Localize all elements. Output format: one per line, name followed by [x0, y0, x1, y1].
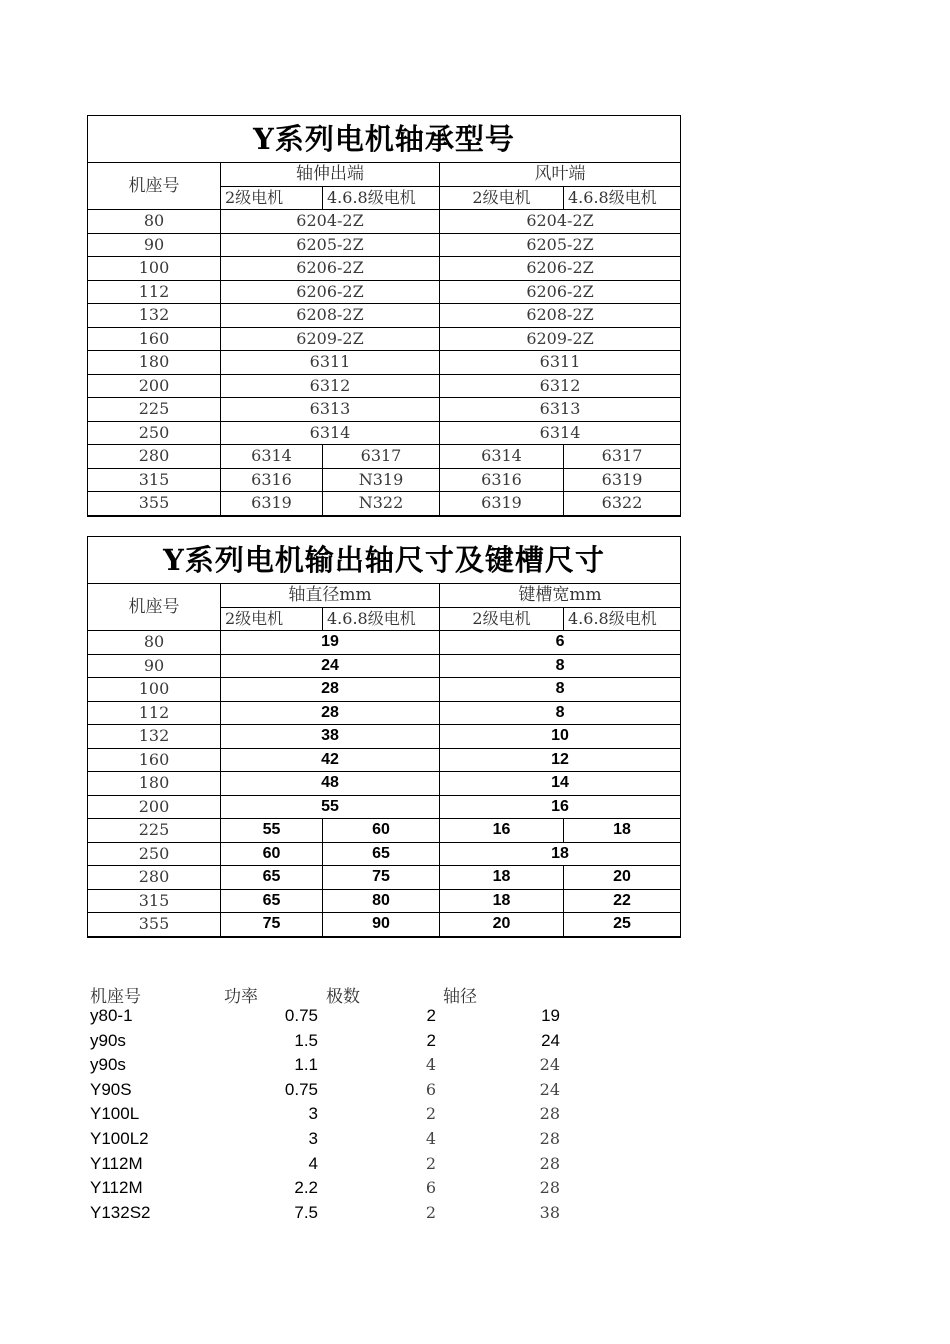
- shaft-diameter-2pole: 75: [221, 913, 323, 937]
- table-row: [88, 866, 681, 890]
- sub-468pole: 4.6.8级电机: [564, 186, 681, 210]
- shaft-end-bearing-468pole: N319: [323, 468, 440, 492]
- keyway-width-468pole: 25: [564, 913, 681, 937]
- shaft-diameter-468pole: 60: [323, 819, 440, 843]
- keyway-width-468pole: 22: [564, 889, 681, 913]
- poles-cell: 2: [425, 1104, 436, 1124]
- shaft-diameter-468pole: 80: [323, 889, 440, 913]
- sub-468pole: 4.6.8级电机: [323, 607, 440, 631]
- list-item: [90, 1031, 610, 1056]
- keyway-width-468pole: 20: [564, 866, 681, 890]
- poles-cell: 4: [425, 1055, 436, 1075]
- shaft-end-bearing-2pole: 6314: [221, 445, 323, 469]
- fan-end-bearing: 6208-2Z: [440, 304, 681, 328]
- table-row: [88, 398, 681, 422]
- model-cell: Y132S2: [90, 1202, 151, 1222]
- shaft-diameter: 42: [221, 748, 440, 772]
- list-header-power: 功率: [224, 987, 258, 1007]
- frame-cell: 355: [88, 913, 221, 937]
- shaft-diameter-468pole: 90: [323, 913, 440, 937]
- frame-cell: 100: [88, 678, 221, 702]
- table-row: [88, 351, 681, 375]
- fan-end-header: 风叶端: [440, 163, 681, 187]
- frame-cell: 132: [88, 725, 221, 749]
- keyway-width: 8: [440, 654, 681, 678]
- table-row: [88, 421, 681, 445]
- model-cell: Y100L2: [90, 1128, 149, 1148]
- shaft-end-bearing: 6314: [221, 421, 440, 445]
- model-cell: Y112M: [90, 1153, 143, 1173]
- poles-cell: 2: [426, 1006, 436, 1025]
- frame-cell: 132: [88, 304, 221, 328]
- sub-2pole: 2级电机: [221, 607, 323, 631]
- frame-cell: 112: [88, 701, 221, 725]
- frame-cell: 90: [88, 233, 221, 257]
- list-header: [90, 982, 610, 1006]
- table-row: [88, 678, 681, 702]
- power-cell: 3: [308, 1104, 318, 1124]
- shaft-table-title: Y系列电机输出轴尺寸及键槽尺寸: [88, 537, 681, 584]
- list-item: [90, 1129, 610, 1154]
- frame-cell: 225: [88, 819, 221, 843]
- keyway-width-2pole: 16: [440, 819, 564, 843]
- shaft-diameter-header: 轴直径mm: [221, 584, 440, 608]
- shaft-diameter: 28: [221, 701, 440, 725]
- table-row: [88, 492, 681, 516]
- fan-end-bearing-468pole: 6319: [564, 468, 681, 492]
- shaft-diameter-2pole: 65: [221, 866, 323, 890]
- shaft-end-bearing-2pole: 6316: [221, 468, 323, 492]
- shaft-diameter-2pole: 60: [221, 842, 323, 866]
- frame-cell: 355: [88, 492, 221, 516]
- fan-end-bearing: 6206-2Z: [440, 257, 681, 281]
- shaft-keyway-table: [87, 536, 681, 938]
- table-row: [88, 233, 681, 257]
- shaft-cell: 28: [539, 1153, 560, 1173]
- keyway-width-468pole: 18: [564, 819, 681, 843]
- shaft-end-bearing: 6209-2Z: [221, 327, 440, 351]
- frame-cell: 200: [88, 374, 221, 398]
- table-row: [88, 889, 681, 913]
- poles-cell: 6: [425, 1079, 436, 1099]
- power-cell: 4: [308, 1153, 318, 1173]
- frame-cell: 160: [88, 748, 221, 772]
- table-row: [88, 280, 681, 304]
- table-row: [88, 445, 681, 469]
- frame-cell: 80: [88, 210, 221, 234]
- table-row: [88, 819, 681, 843]
- shaft-end-bearing-468pole: 6317: [323, 445, 440, 469]
- keyway-width-2pole: 18: [440, 889, 564, 913]
- shaft-cell: 28: [539, 1178, 560, 1198]
- model-cell: y80-1: [90, 1006, 133, 1025]
- shaft-end-bearing-2pole: 6319: [221, 492, 323, 516]
- sub-2pole: 2级电机: [440, 186, 564, 210]
- frame-cell: 180: [88, 351, 221, 375]
- shaft-diameter-468pole: 65: [323, 842, 440, 866]
- frame-cell: 250: [88, 842, 221, 866]
- keyway-width: 8: [440, 678, 681, 702]
- list-item: [90, 1203, 610, 1228]
- keyway-width: 10: [440, 725, 681, 749]
- frame-header: 机座号: [88, 163, 221, 210]
- fan-end-bearing-2pole: 6319: [440, 492, 564, 516]
- fan-end-bearing: 6312: [440, 374, 681, 398]
- fan-end-bearing-468pole: 6317: [564, 445, 681, 469]
- keyway-width: 6: [440, 631, 681, 655]
- shaft-diameter: 38: [221, 725, 440, 749]
- model-cell: y90s: [90, 1055, 126, 1075]
- shaft-cell: 24: [539, 1055, 560, 1075]
- shaft-cell: 28: [539, 1128, 560, 1148]
- power-cell: 1.5: [294, 1030, 318, 1050]
- keyway-width: 12: [440, 748, 681, 772]
- power-cell: 3: [308, 1128, 318, 1148]
- table-row: [88, 748, 681, 772]
- poles-cell: 2: [425, 1202, 436, 1222]
- motor-spec-list: [90, 982, 610, 1227]
- shaft-cell: 24: [539, 1079, 560, 1099]
- frame-cell: 100: [88, 257, 221, 281]
- shaft-end-bearing: 6205-2Z: [221, 233, 440, 257]
- table-row: [88, 631, 681, 655]
- keyway-width: 16: [440, 795, 681, 819]
- frame-cell: 250: [88, 421, 221, 445]
- sub-468pole: 4.6.8级电机: [564, 607, 681, 631]
- fan-end-bearing-2pole: 6314: [440, 445, 564, 469]
- table-row: [88, 257, 681, 281]
- frame-cell: 280: [88, 866, 221, 890]
- shaft-end-bearing: 6312: [221, 374, 440, 398]
- model-cell: y90s: [90, 1030, 126, 1050]
- frame-cell: 200: [88, 795, 221, 819]
- frame-cell: 225: [88, 398, 221, 422]
- shaft-end-bearing: 6311: [221, 351, 440, 375]
- poles-cell: 4: [425, 1128, 436, 1148]
- table-row: [88, 304, 681, 328]
- power-cell: 2.2: [294, 1178, 318, 1198]
- power-cell: 0.75: [284, 1006, 318, 1025]
- shaft-end-bearing-468pole: N322: [323, 492, 440, 516]
- frame-header: 机座号: [88, 584, 221, 631]
- poles-cell: 2: [426, 1030, 436, 1050]
- table-row: [88, 468, 681, 492]
- bearing-table-title: Y系列电机轴承型号: [88, 116, 681, 163]
- sub-2pole: 2级电机: [221, 186, 323, 210]
- table-row: [88, 795, 681, 819]
- list-header-poles: 极数: [326, 987, 360, 1007]
- fan-end-bearing: 6313: [440, 398, 681, 422]
- keyway-width-header: 键槽宽mm: [440, 584, 681, 608]
- sub-2pole: 2级电机: [440, 607, 564, 631]
- poles-cell: 6: [425, 1178, 436, 1198]
- shaft-end-bearing: 6206-2Z: [221, 280, 440, 304]
- fan-end-bearing: 6209-2Z: [440, 327, 681, 351]
- frame-cell: 315: [88, 889, 221, 913]
- fan-end-bearing-2pole: 6316: [440, 468, 564, 492]
- frame-cell: 160: [88, 327, 221, 351]
- shaft-cell: 28: [539, 1104, 560, 1124]
- shaft-cell: 24: [541, 1030, 560, 1050]
- list-item: [90, 1154, 610, 1179]
- table-row: [88, 210, 681, 234]
- list-item: [90, 1178, 610, 1203]
- frame-cell: 315: [88, 468, 221, 492]
- fan-end-bearing: 6204-2Z: [440, 210, 681, 234]
- fan-end-bearing: 6205-2Z: [440, 233, 681, 257]
- frame-cell: 80: [88, 631, 221, 655]
- power-cell: 1.1: [294, 1055, 318, 1075]
- shaft-cell: 38: [539, 1202, 560, 1222]
- table-row: [88, 842, 681, 866]
- shaft-diameter-2pole: 55: [221, 819, 323, 843]
- table-row: [88, 701, 681, 725]
- shaft-diameter: 19: [221, 631, 440, 655]
- shaft-end-bearing: 6206-2Z: [221, 257, 440, 281]
- table-row: [88, 725, 681, 749]
- model-cell: Y90S: [90, 1079, 132, 1099]
- list-header-shaft: 轴径: [443, 987, 477, 1007]
- frame-cell: 112: [88, 280, 221, 304]
- shaft-diameter-2pole: 65: [221, 889, 323, 913]
- list-item: [90, 1055, 610, 1080]
- shaft-diameter: 28: [221, 678, 440, 702]
- list-item: [90, 1080, 610, 1105]
- keyway-width: 8: [440, 701, 681, 725]
- power-cell: 7.5: [294, 1202, 318, 1222]
- shaft-end-header: 轴伸出端: [221, 163, 440, 187]
- shaft-cell: 19: [541, 1006, 560, 1025]
- fan-end-bearing: 6314: [440, 421, 681, 445]
- frame-cell: 180: [88, 772, 221, 796]
- model-cell: Y112M: [90, 1178, 143, 1198]
- shaft-diameter: 55: [221, 795, 440, 819]
- shaft-diameter: 24: [221, 654, 440, 678]
- keyway-width: 14: [440, 772, 681, 796]
- fan-end-bearing-468pole: 6322: [564, 492, 681, 516]
- shaft-end-bearing: 6208-2Z: [221, 304, 440, 328]
- list-item: [90, 1104, 610, 1129]
- bearing-table: [87, 115, 681, 517]
- shaft-diameter-468pole: 75: [323, 866, 440, 890]
- table-row: [88, 772, 681, 796]
- frame-cell: 90: [88, 654, 221, 678]
- frame-cell: 280: [88, 445, 221, 469]
- keyway-width-2pole: 18: [440, 866, 564, 890]
- fan-end-bearing: 6206-2Z: [440, 280, 681, 304]
- poles-cell: 2: [425, 1153, 436, 1173]
- shaft-end-bearing: 6204-2Z: [221, 210, 440, 234]
- shaft-end-bearing: 6313: [221, 398, 440, 422]
- table-row: [88, 913, 681, 937]
- keyway-width: 18: [440, 842, 681, 866]
- table-row: [88, 654, 681, 678]
- table-row: [88, 374, 681, 398]
- table-row: [88, 327, 681, 351]
- sub-468pole: 4.6.8级电机: [323, 186, 440, 210]
- model-cell: Y100L: [90, 1104, 140, 1124]
- power-cell: 0.75: [284, 1079, 318, 1099]
- shaft-diameter: 48: [221, 772, 440, 796]
- list-item: [90, 1006, 610, 1031]
- fan-end-bearing: 6311: [440, 351, 681, 375]
- list-header-model: 机座号: [90, 987, 141, 1007]
- keyway-width-2pole: 20: [440, 913, 564, 937]
